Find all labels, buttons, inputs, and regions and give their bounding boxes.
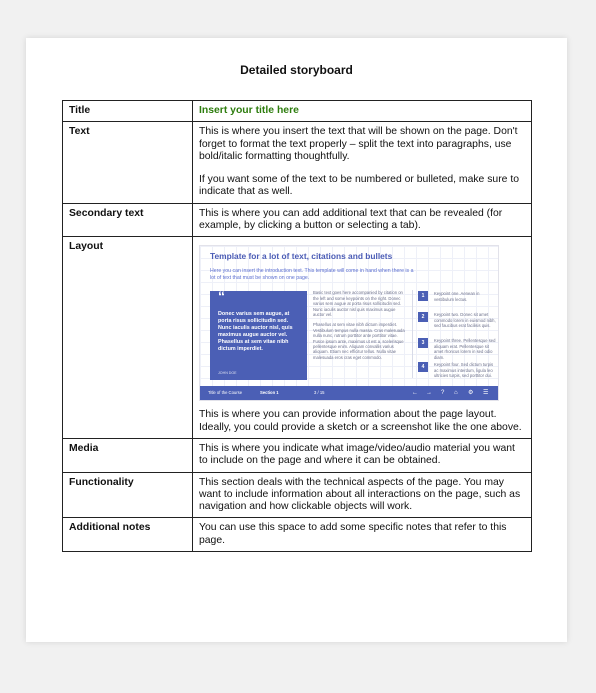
layout-screenshot bbox=[199, 245, 499, 401]
row-value: This is where you indicate what image/video/audio material you want to include on the page and where it can be obtained. bbox=[193, 438, 532, 472]
row-label: Text bbox=[63, 122, 193, 203]
row-label: Media bbox=[63, 438, 193, 472]
row-label: Secondary text bbox=[63, 203, 193, 237]
body-text: Phasellus at sem vitae nibh dictum imperdiet. Vestibulum tempus nulla massa. Cras malesuada nulla nunc, rutrum porttitor ante porttitor vitae. Fusce ipsum ante, maximus ut est a, scelerisque pellentesque enim. Aliquam convallis varius aliquam. Etiam nec efficitur tellus. Nulla vitae malesuada eros cras eget commodo. bbox=[313, 322, 405, 360]
row-label: Title bbox=[63, 101, 193, 122]
row-title bbox=[63, 101, 532, 122]
keypoint-text: Keypoint three. Pellentesque sed aliquam erat. Pellentesque sit amet rhoncus lorem in sed odio diam. bbox=[434, 338, 496, 360]
section-label: Section 1 bbox=[260, 390, 279, 396]
course-title: Title of the Course bbox=[208, 390, 243, 396]
text-paragraph: This is where you insert the text that will be shown on the page. Don't forget to format the text properly – split the text into paragraphs, use bold/italic formatting thoughtfully. bbox=[199, 126, 518, 162]
citation-author: JOHN DOE bbox=[218, 371, 237, 376]
keypoint-number: 1 bbox=[418, 291, 428, 301]
layout-description: This is where you can provide information about the page layout. Ideally, you could provide a sketch or a screenshot like the one above. bbox=[199, 409, 522, 433]
body-text: Basic text goes here accompanied by citation on the left and some keypoints on the right. Donec varius sem augue at porta risus sollicitudin sed. Nunc iaculis auctor nisl quis maximus augue auctor vel. bbox=[313, 290, 403, 317]
help-icon[interactable]: ? bbox=[441, 390, 445, 397]
document-page bbox=[26, 38, 567, 642]
row-layout bbox=[63, 237, 532, 439]
row-functionality bbox=[63, 472, 532, 518]
screenshot-title: Template for a lot of text, citations and bullets bbox=[210, 251, 393, 262]
document-title: Detailed storyboard bbox=[240, 63, 353, 77]
title-placeholder: Insert your title here bbox=[199, 105, 299, 116]
text-paragraph: If you want some of the text to be numbered or bulleted, make sure to indicate that as well. bbox=[199, 174, 519, 198]
row-value bbox=[193, 101, 532, 122]
row-additional-notes bbox=[63, 518, 532, 552]
row-secondary-text bbox=[63, 203, 532, 237]
row-value bbox=[193, 122, 532, 203]
keypoint-number: 2 bbox=[418, 312, 428, 322]
settings-icon[interactable]: ⚙ bbox=[468, 390, 474, 397]
storyboard-table bbox=[62, 100, 532, 552]
row-value: This is where you can add additional text that can be revealed (for example, by clicking a button or selecting a tab). bbox=[193, 203, 532, 237]
keypoint-text: Keypoint two. Donec sit amet commodo lorem in euismod nibh, sed faucibus erat facilisis quis. bbox=[434, 312, 496, 329]
arrow-right-icon[interactable]: → bbox=[426, 390, 432, 397]
menu-icon[interactable]: ☰ bbox=[483, 390, 489, 397]
row-value bbox=[193, 237, 532, 439]
keypoint-text: Keypoint one. Aenean in vestibulum lectus. bbox=[434, 291, 480, 302]
page-counter: 3 / 15 bbox=[314, 390, 325, 396]
screenshot-intro: Here you can insert the introduction text. This template will come in hand when there is a lot of text that must be shown on one page. bbox=[210, 268, 414, 282]
home-icon[interactable]: ⌂ bbox=[454, 390, 458, 397]
divider bbox=[412, 290, 413, 378]
course-nav-bar bbox=[200, 386, 498, 400]
keypoint-number: 4 bbox=[418, 362, 428, 372]
row-media bbox=[63, 438, 532, 472]
row-value: This section deals with the technical aspects of the page. You may want to include information about all interactions on the page, such as navigation and how clickable objects will work. bbox=[193, 472, 532, 518]
row-text bbox=[63, 122, 532, 203]
row-label: Functionality bbox=[63, 472, 193, 518]
keypoint-text: Keypoint four. Sed dictum turpis ac maximus interdum, ligula leo ultricies turpis, sed porttitor dui. bbox=[434, 362, 494, 379]
row-label: Layout bbox=[63, 237, 193, 439]
citation-text: Donec varius sem augue, at porta risus sollicitudin sed. Nunc iaculis auctor nisl, quis maximus augue auctor vel. Phasellus at sem vitae nibh dictum imperdiet. bbox=[218, 311, 293, 353]
row-label: Additional notes bbox=[63, 518, 193, 552]
quote-icon: “ bbox=[218, 288, 225, 305]
keypoint-number: 3 bbox=[418, 338, 428, 348]
citation-box bbox=[210, 288, 307, 380]
row-value: You can use this space to add some specific notes that refer to this page. bbox=[193, 518, 532, 552]
arrow-left-icon[interactable]: ← bbox=[412, 390, 418, 397]
